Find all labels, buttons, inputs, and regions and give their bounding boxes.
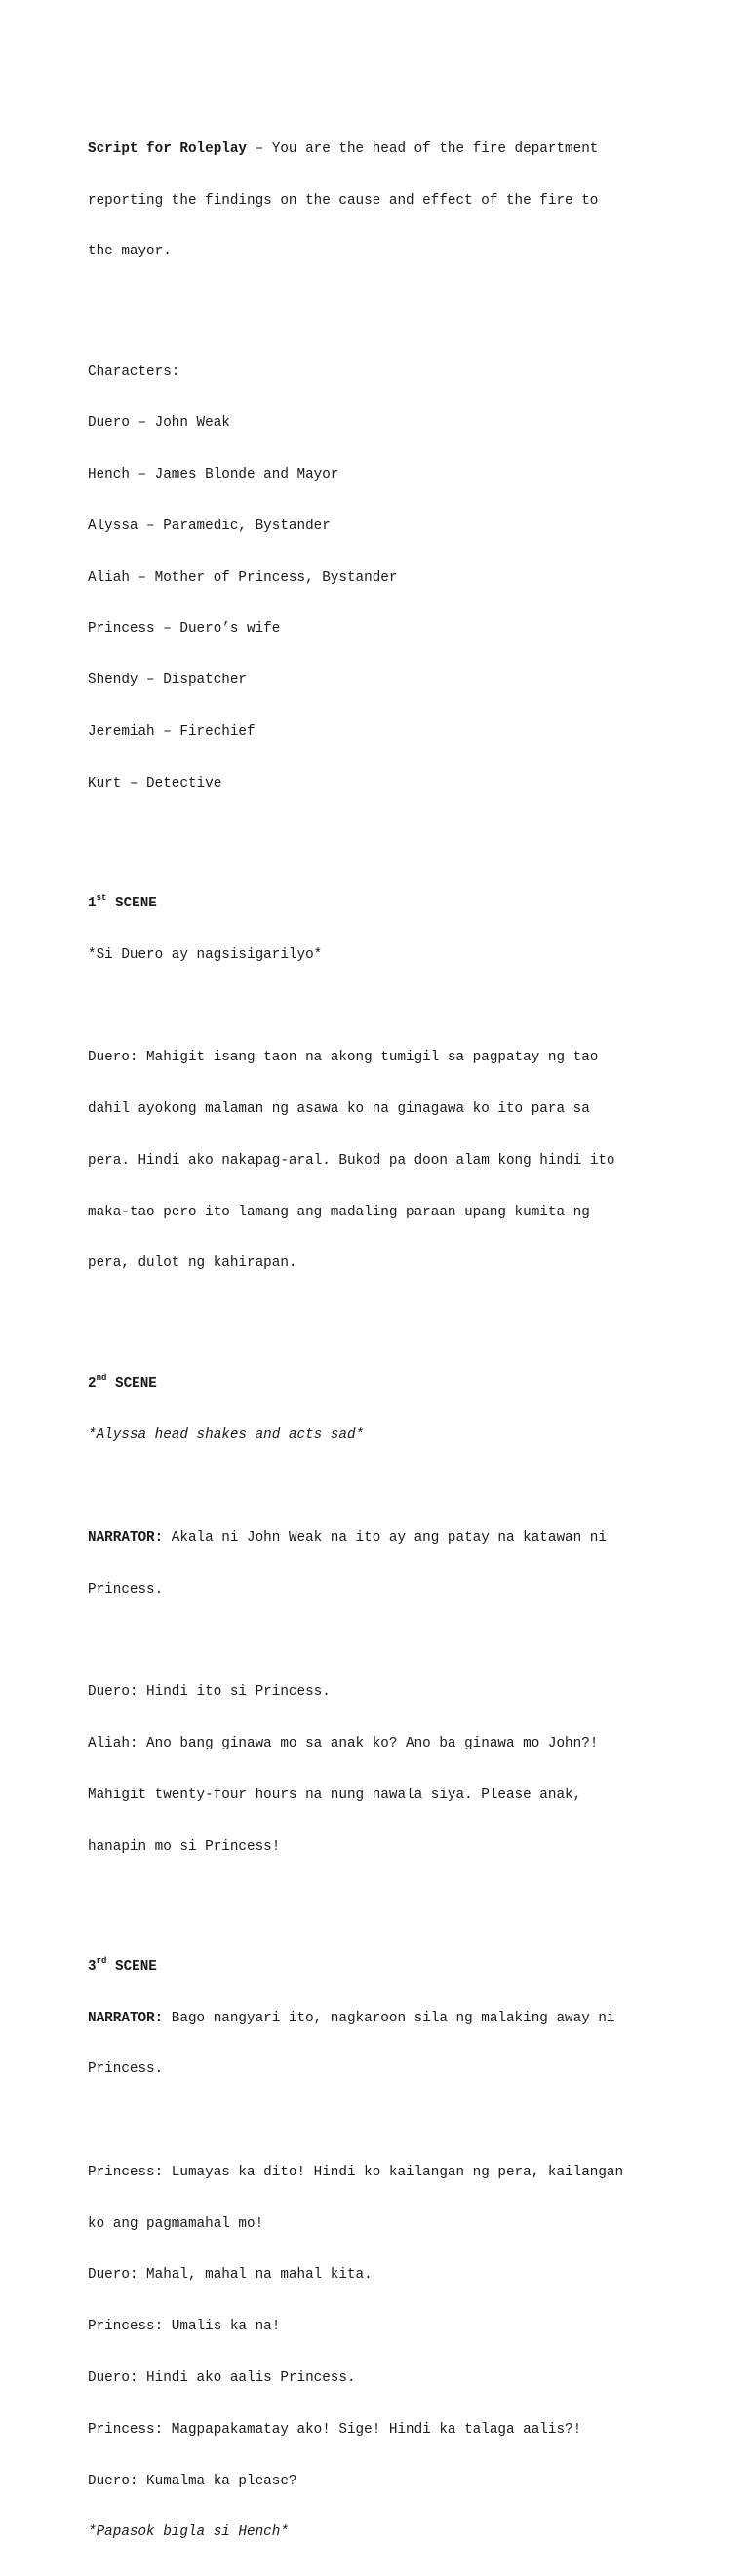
narrator-label: NARRATOR: <box>88 2010 164 2026</box>
character-entry: Shendy – Dispatcher <box>88 673 248 689</box>
scene-2-heading <box>88 1372 673 1394</box>
script-document <box>88 90 673 2576</box>
dialogue-line: Mahigit twenty-four hours na nung nawala siya. Please anak, <box>88 1787 582 1803</box>
spacer <box>88 2113 673 2131</box>
narrator-line <box>88 1530 673 1548</box>
scene-number: 1 <box>88 895 97 911</box>
narrator-line-cont: Princess. <box>88 2061 164 2078</box>
character-entry: Kurt – Detective <box>88 775 222 791</box>
script-title: Script for Roleplay <box>88 140 248 157</box>
scene-label: SCENE <box>106 895 157 911</box>
narrator-line <box>88 2011 673 2028</box>
dialogue-line: ko ang pagmamahal mo! <box>88 2215 264 2232</box>
dialogue-line: pera. Hindi ako nakapag-aral. Bukod pa doon alam kong hindi ito <box>88 1152 615 1169</box>
dialogue-line: Duero: Mahigit isang taon na akong tumigil sa pagpatay ng tao <box>88 1050 599 1066</box>
spacer <box>88 1479 673 1496</box>
spacer <box>88 295 673 313</box>
scene-number: 2 <box>88 1375 97 1392</box>
scene-ordinal: rd <box>96 1955 107 1966</box>
scene-ordinal: st <box>96 893 107 904</box>
intro-text: – You are the head of the fire department <box>247 140 599 157</box>
intro-line-1 <box>88 141 673 159</box>
character-entry: Jeremiah – Firechief <box>88 723 256 740</box>
spacer <box>88 1307 673 1325</box>
dialogue-line: Duero: Hindi ito si Princess. <box>88 1684 331 1701</box>
narrator-text: Bago nangyari ito, nagkaroon sila ng malaking away ni <box>163 2010 615 2026</box>
dialogue-line: Duero: Hindi ako aalis Princess. <box>88 2369 356 2386</box>
spacer <box>88 827 673 845</box>
dialogue-line: Princess: Magpapakamatay ako! Sige! Hindi ka talaga aalis?! <box>88 2421 582 2438</box>
scene-3-heading <box>88 1955 673 1977</box>
scene-number: 3 <box>88 1958 97 1975</box>
intro-line-2: reporting the findings on the cause and effect of the fire to <box>88 192 599 209</box>
dialogue-line: Aliah: Ano bang ginawa mo sa anak ko? Ano ba ginawa mo John?! <box>88 1736 599 1751</box>
character-entry: Duero – John Weak <box>88 415 230 432</box>
character-entry: Aliah – Mother of Princess, Bystander <box>88 569 398 586</box>
narrator-line-cont: Princess. <box>88 1581 164 1597</box>
dialogue-line: dahil ayokong malaman ng asawa ko na ginagawa ko ito para sa <box>88 1101 590 1118</box>
scene-ordinal: nd <box>96 1372 107 1383</box>
intro-line-3: the mayor. <box>88 244 172 260</box>
dialogue-line: hanapin mo si Princess! <box>88 1838 281 1855</box>
dialogue-line: Princess: Umalis ka na! <box>88 2319 281 2335</box>
dialogue-line: Princess: Lumayas ka dito! Hindi ko kailangan ng pera, kailangan <box>88 2164 624 2180</box>
spacer <box>88 998 673 1016</box>
narrator-label: NARRATOR: <box>88 1529 164 1546</box>
spacer <box>88 1890 673 1907</box>
scene-1-direction: *Si Duero ay nagsisigarilyo* <box>88 946 323 963</box>
scene-1-heading <box>88 893 673 913</box>
character-entry: Alyssa – Paramedic, Bystander <box>88 518 331 534</box>
dialogue-line: Duero: Mahal, mahal na mahal kita. <box>88 2267 373 2284</box>
character-entry: Hench – James Blonde and Mayor <box>88 467 339 483</box>
dialogue-line: maka-tao pero ito lamang ang madaling paraan upang kumita ng <box>88 1204 590 1220</box>
character-entry: Princess – Duero’s wife <box>88 621 281 637</box>
dialogue-line: Duero: Kumalma ka please? <box>88 2473 297 2489</box>
scene-3-direction: *Papasok bigla si Hench* <box>88 2524 289 2541</box>
scene-2-direction: *Alyssa head shakes and acts sad* <box>88 1427 365 1443</box>
dialogue-line: pera, dulot ng kahirapan. <box>88 1255 297 1272</box>
scene-label: SCENE <box>106 1958 157 1975</box>
scene-label: SCENE <box>106 1375 157 1392</box>
characters-heading: Characters: <box>88 364 180 380</box>
spacer <box>88 1633 673 1650</box>
narrator-text: Akala ni John Weak na ito ay ang patay na katawan ni <box>163 1529 607 1546</box>
